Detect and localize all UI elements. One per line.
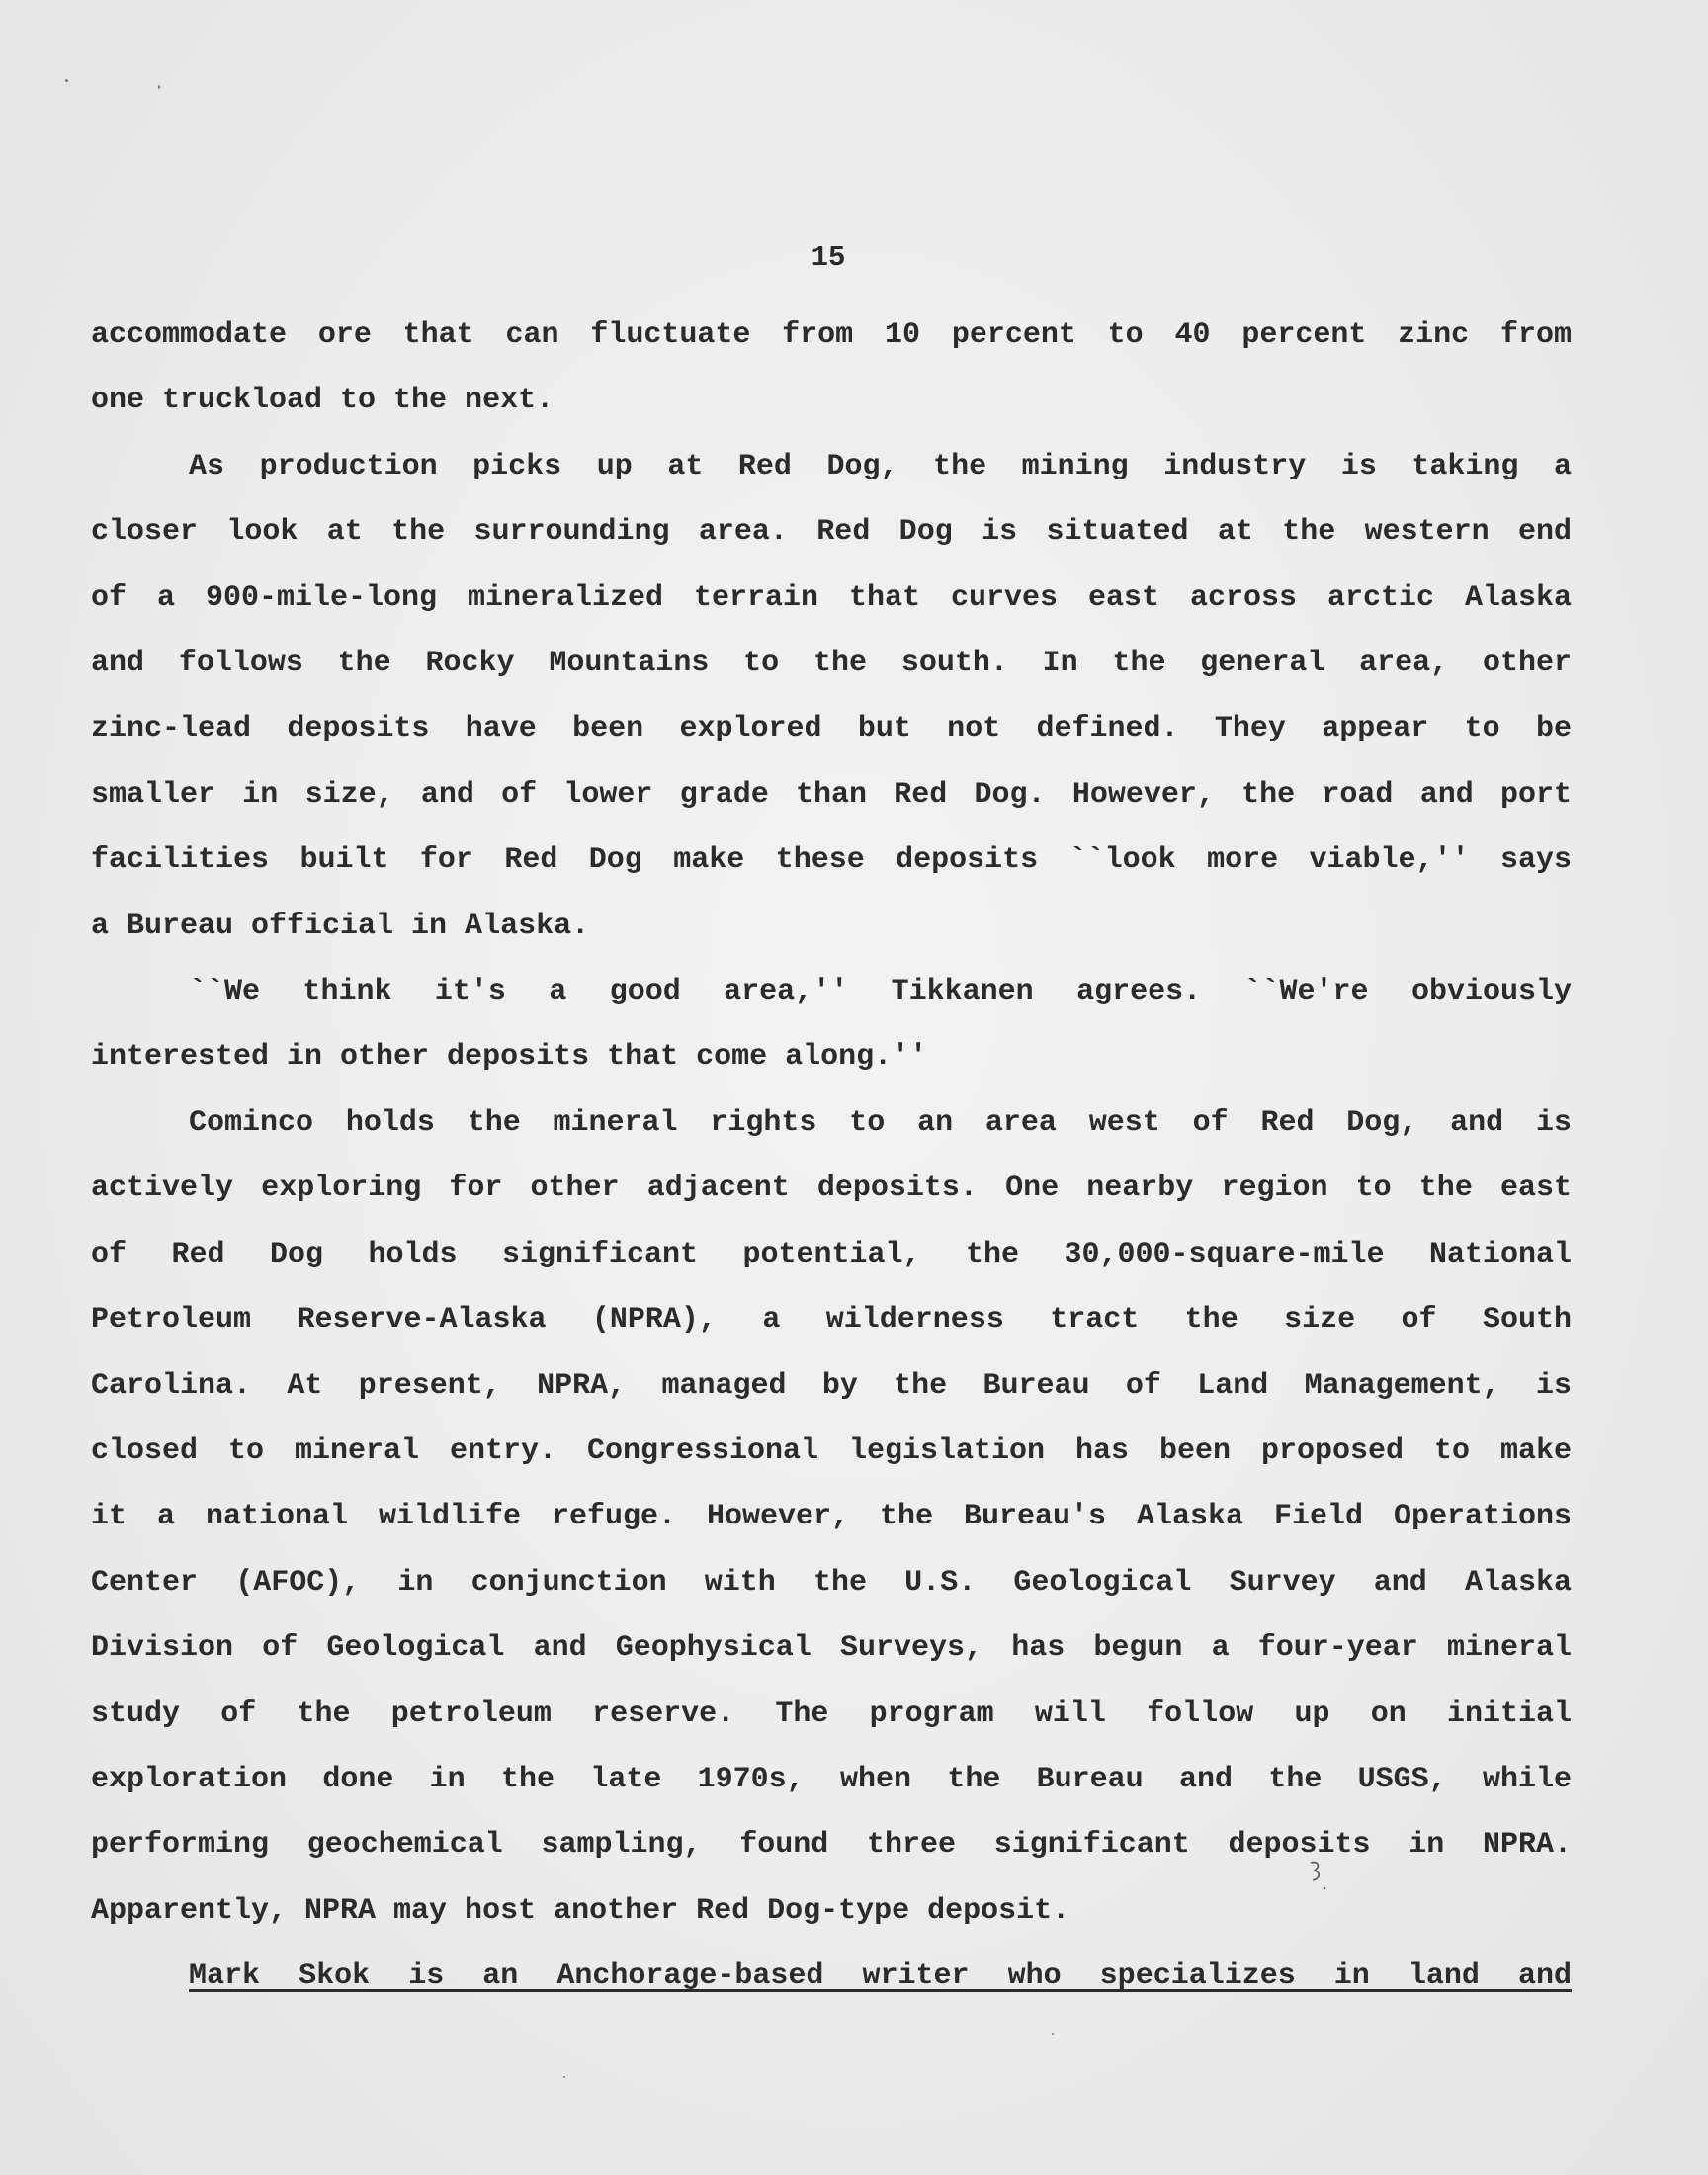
text-line: Cominco holds the mineral rights to an area west of Red Dog, and is bbox=[189, 1105, 1572, 1140]
text-line: a Bureau official in Alaska. bbox=[91, 909, 590, 943]
body-text bbox=[91, 303, 1572, 2010]
text-line: one truckload to the next. bbox=[91, 384, 555, 418]
scan-speck bbox=[563, 2076, 565, 2078]
text-line: smaller in size, and of lower grade than Red Dog. However, the road and port bbox=[91, 777, 1572, 812]
text-line: closer look at the surrounding area. Red Dog is situated at the western end bbox=[91, 515, 1572, 550]
text-line: zinc-lead deposits have been explored but not defined. They appear to be bbox=[91, 712, 1572, 746]
text-line: of a 900-mile-long mineralized terrain that curves east across arctic Alaska bbox=[91, 580, 1572, 615]
scan-speck bbox=[1052, 2033, 1054, 2035]
text-line: it a national wildlife refuge. However, the Bureau's Alaska Field Operations bbox=[91, 1500, 1572, 1534]
text-line: facilities built for Red Dog make these deposits ``look more viable,'' says bbox=[91, 843, 1572, 878]
text-line: Carolina. At present, NPRA, managed by the Bureau of Land Management, is bbox=[91, 1368, 1572, 1403]
text-line: of Red Dog holds significant potential, the 30,000-square-mile National bbox=[91, 1237, 1572, 1271]
scan-speck bbox=[65, 79, 68, 82]
text-line: and follows the Rocky Mountains to the south. In the general area, other bbox=[91, 647, 1572, 681]
text-line: accommodate ore that can fluctuate from 10 percent to 40 percent zinc from bbox=[91, 318, 1572, 352]
text-line: Apparently, NPRA may host another Red Dog-type deposit. bbox=[91, 1893, 1070, 1928]
text-line: interested in other deposits that come along.'' bbox=[91, 1040, 928, 1075]
text-line: Petroleum Reserve-Alaska (NPRA), a wilderness tract the size of South bbox=[91, 1303, 1572, 1338]
text-line: ``We think it's a good area,'' Tikkanen agrees. ``We're obviously bbox=[189, 975, 1572, 1009]
text-line: actively exploring for other adjacent deposits. One nearby region to the east bbox=[91, 1172, 1572, 1206]
pen-mark bbox=[1307, 1859, 1336, 1898]
text-line: performing geochemical sampling, found three significant deposits in NPRA. bbox=[91, 1828, 1572, 1863]
author-note-line: Mark Skok is an Anchorage-based writer who specializes in land and bbox=[189, 1959, 1572, 1994]
text-line: Division of Geological and Geophysical Surveys, has begun a four-year mineral bbox=[91, 1631, 1572, 1666]
scan-speck bbox=[158, 85, 160, 89]
text-line: As production picks up at Red Dog, the mining industry is taking a bbox=[189, 449, 1572, 483]
text-line: closed to mineral entry. Congressional legislation has been proposed to make bbox=[91, 1434, 1572, 1468]
text-line: Center (AFOC), in conjunction with the U.S. Geological Survey and Alaska bbox=[91, 1565, 1572, 1600]
text-line: study of the petroleum reserve. The program will follow up on initial bbox=[91, 1696, 1572, 1731]
text-line: exploration done in the late 1970s, when the Bureau and the USGS, while bbox=[91, 1762, 1572, 1796]
page-number: 15 bbox=[811, 241, 846, 274]
